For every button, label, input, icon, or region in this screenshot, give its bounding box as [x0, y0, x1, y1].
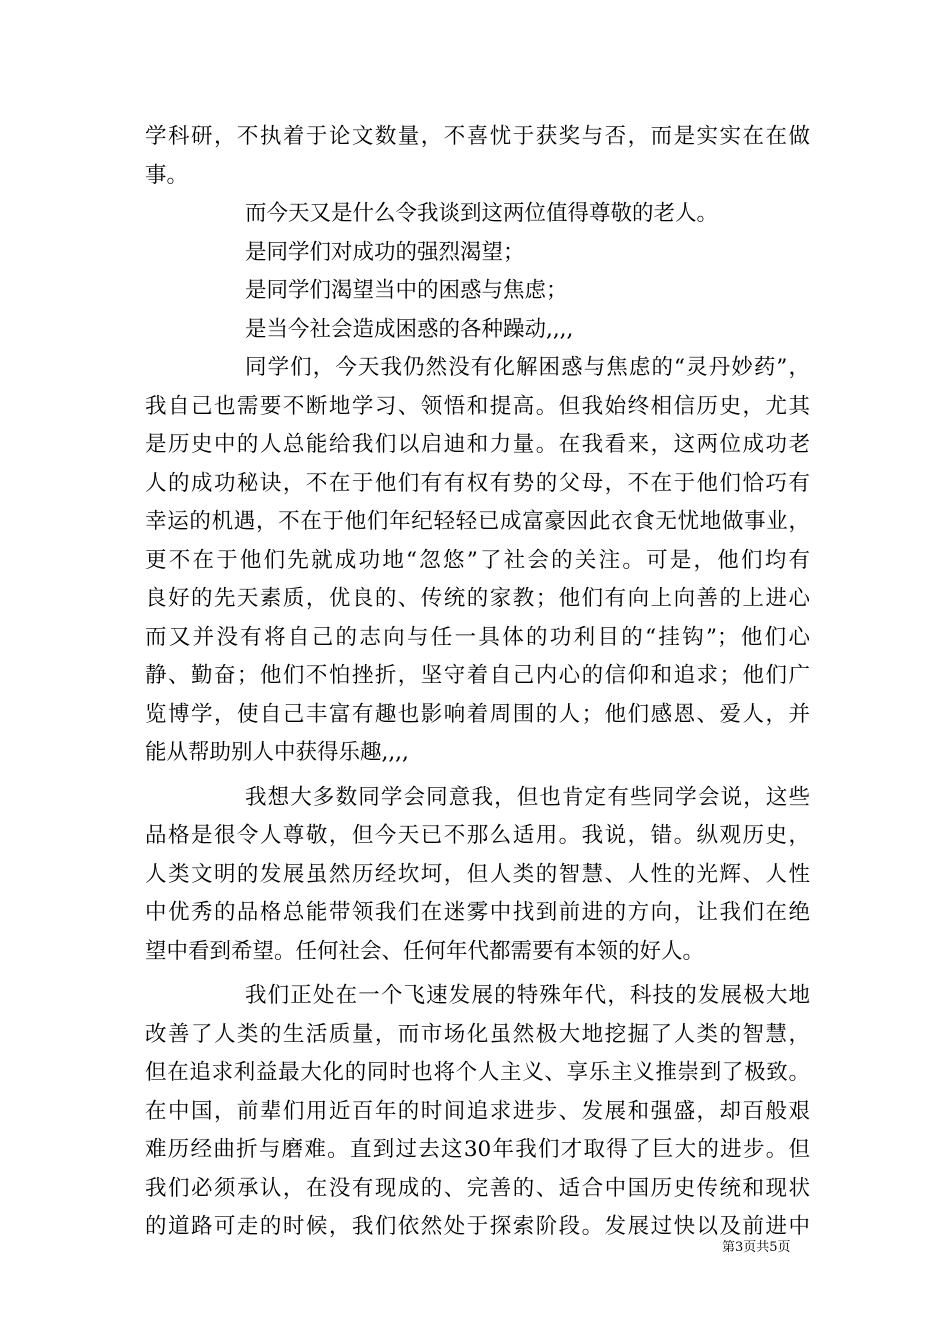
text-line: 而又并没有将自己的志向与任一具体的功利目的“挂钩”；他们心 [145, 624, 810, 650]
body-text [145, 118, 810, 1247]
text-line: 但在追求利益最大化的同时也将个人主义、享乐主义推崇到了极致。 [145, 1060, 810, 1085]
text-line: 我自己也需要不断地学习、领悟和提高。但我始终相信历史，尤其 [145, 393, 810, 419]
text-line: 是同学们渴望当中的困惑与焦虑； [245, 278, 568, 303]
text-line: 幸运的机遇，不在于他们年纪轻轻已成富豪因此衣食无忧地做事业， [145, 509, 810, 534]
text-line: 我想大多数同学会同意我，但也肯定有些同学会说，这些 [245, 784, 810, 810]
text-line: 览博学，使自己丰富有趣也影响着周围的人；他们感恩、爱人，并 [145, 701, 810, 727]
text-line: 静、勤奋；他们不怕挫折，坚守着自己内心的信仰和追求；他们广 [145, 663, 810, 688]
text-line: 品格是很令人尊敬，但今天已不那么适用。我说，错。纵观历史， [145, 823, 810, 848]
text-line: 我们必须承认，在没有现成的、完善的、适合中国历史传统和现状 [145, 1175, 810, 1201]
text-line: 是历史中的人总能给我们以启迪和力量。在我看来，这两位成功老 [145, 432, 810, 457]
text-line: 改善了人类的生活质量，而市场化虽然极大地挖掘了人类的智慧， [145, 1021, 810, 1047]
page-number-footer: 第3页共5页 [722, 1240, 791, 1255]
text-line: 而今天又是什么令我谈到这两位值得尊敬的老人。 [245, 201, 719, 226]
text-line: 是同学们对成功的强烈渴望； [245, 239, 525, 265]
text-line: 人类文明的发展虽然历经坎坷，但人类的智慧、人性的光辉、人性 [145, 861, 810, 887]
text-line: 望中看到希望。任何社会、任何年代都需要有本领的好人。 [145, 938, 705, 964]
text-line: 中优秀的品格总能带领我们在迷雾中找到前进的方向，让我们在绝 [145, 900, 810, 925]
text-line: 学科研，不执着于论文数量，不喜忧于获奖与否，而是实实在在做 [145, 124, 810, 149]
text-line: 良好的先天素质，优良的、传统的家教；他们有向上向善的上进心 [145, 586, 810, 611]
text-line: 能从帮助别人中获得乐趣,,,, [145, 740, 409, 765]
text-line: 难历经曲折与磨难。直到过去这30年我们才取得了巨大的进步。但 [145, 1137, 810, 1162]
text-line: 同学们，今天我仍然没有化解困惑与焦虑的“灵丹妙药”， [245, 355, 810, 380]
text-line: 事。 [145, 162, 189, 188]
text-line: 在中国，前辈们用近百年的时间追求进步、发展和强盛，却百般艰 [145, 1098, 810, 1124]
text-line: 更不在于他们先就成功地“忽悠”了社会的关注。可是，他们均有 [145, 547, 810, 573]
text-line: 我们正处在一个飞速发展的特殊年代，科技的发展极大地 [245, 983, 810, 1008]
text-line: 的道路可走的时候，我们依然处于探索阶段。发展过快以及前进中 [145, 1214, 810, 1239]
text-line: 是当今社会造成困惑的各种躁动,,,, [245, 316, 574, 342]
text-line: 人的成功秘诀，不在于他们有有权有势的父母，不在于他们恰巧有 [145, 470, 810, 496]
